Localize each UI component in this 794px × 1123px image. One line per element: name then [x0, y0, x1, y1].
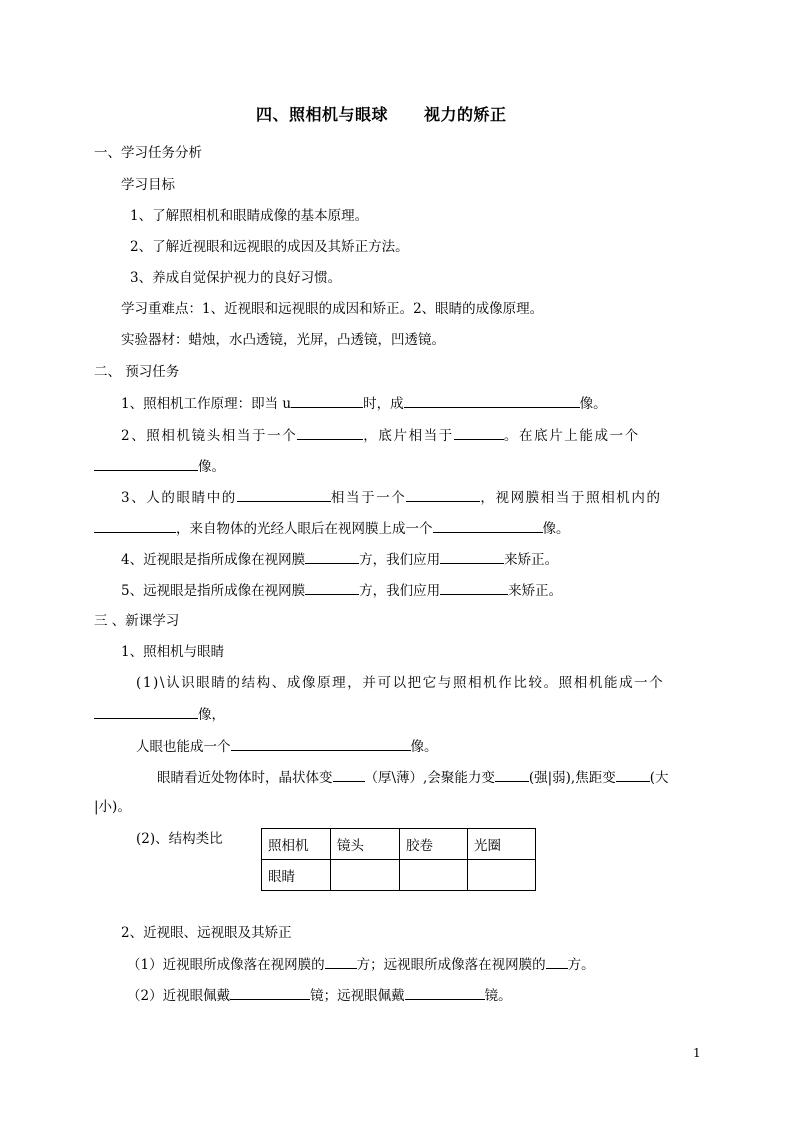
goal-item: 1、了解照相机和眼睛成像的基本原理。	[130, 208, 369, 224]
preview-question-3	[121, 488, 662, 507]
q1-text: 像。	[579, 396, 607, 412]
p3-text: (强|弱),焦距变	[528, 770, 616, 786]
q5-text: 方，我们应用	[359, 583, 441, 599]
q1-text: 时，成	[363, 396, 404, 412]
table-cell: 胶卷	[400, 829, 468, 860]
p2-text: 人眼也能成一个	[136, 739, 231, 755]
paragraph-structure-cont	[94, 705, 225, 724]
table-cell[interactable]	[468, 860, 536, 891]
materials: 实验器材：蜡烛，水凸透镜，光屏，凸透镜，凹透镜。	[121, 332, 445, 348]
q2-text: 像。	[198, 459, 225, 475]
r1-text: 方。	[567, 957, 595, 973]
fill-blank[interactable]	[495, 768, 529, 782]
table-row	[262, 829, 536, 860]
q3-text: 3、人的眼睛中的	[121, 490, 237, 506]
p2-text: 像。	[410, 739, 438, 755]
table-cell: 光圈	[468, 829, 536, 860]
subsection-myopia-hyperopia: 2、近视眼、远视眼及其矫正	[121, 925, 292, 941]
fill-blank[interactable]	[406, 488, 480, 502]
p3-text: （厚\薄）,会聚能力变	[364, 770, 495, 786]
r1-text: 方；远视眼所成像落在视网膜的	[356, 957, 546, 973]
paragraph-structure: (1)\认识眼睛的结构、成像原理，并可以把它与照相机作比较。照相机能成一个	[136, 675, 665, 691]
fill-blank[interactable]	[440, 581, 508, 595]
q2-text: 。在底片上能成一个	[503, 428, 640, 444]
q2-text: ，底片相当于	[363, 428, 454, 444]
p1-text: 像，	[198, 707, 225, 723]
r1-text: （1）近视眼所成像落在视网膜的	[127, 957, 325, 973]
fill-blank[interactable]	[616, 768, 650, 782]
q5-text: 5、远视眼是指所成像在视网膜	[121, 583, 306, 599]
fill-blank[interactable]	[237, 488, 331, 502]
table-cell[interactable]	[400, 860, 468, 891]
fill-blank[interactable]	[230, 986, 310, 1000]
structure-comparison-table	[261, 828, 536, 891]
fill-blank[interactable]	[297, 426, 363, 440]
section1-heading: 一、学习任务分析	[94, 145, 202, 161]
table-cell: 眼睛	[262, 860, 331, 891]
paragraph-near-object-cont: |小)。	[94, 799, 131, 815]
q4-text: 4、近视眼是指所成像在视网膜	[121, 552, 306, 568]
preview-question-2-cont	[94, 457, 225, 476]
preview-question-1	[121, 394, 607, 413]
paragraph-image-position	[127, 955, 595, 974]
fill-blank[interactable]	[94, 457, 198, 471]
fill-blank[interactable]	[433, 519, 543, 533]
fill-blank[interactable]	[404, 394, 580, 408]
paragraph-near-object	[157, 768, 669, 787]
p3-text: (大	[649, 770, 669, 786]
q3-text: 相当于一个	[330, 490, 407, 506]
q5-text: 来矫正。	[508, 583, 563, 599]
fill-blank[interactable]	[291, 394, 363, 408]
key-points: 学习重难点：1、近视眼和远视眼的成因和矫正。2、眼睛的成像原理。	[121, 301, 544, 317]
fill-blank[interactable]	[94, 705, 198, 719]
fill-blank[interactable]	[305, 581, 359, 595]
q4-text: 方，我们应用	[359, 552, 441, 568]
fill-blank[interactable]	[305, 550, 359, 564]
subsection-camera-eye: 1、照相机与眼睛	[121, 644, 225, 660]
paragraph-eye-image	[136, 737, 438, 756]
table-cell: 镜头	[331, 829, 400, 860]
fill-blank[interactable]	[454, 426, 504, 440]
goals-heading: 学习目标	[121, 177, 175, 193]
preview-question-5	[121, 581, 562, 600]
goal-item: 2、了解近视眼和远视眼的成因及其矫正方法。	[130, 239, 409, 255]
table-row	[262, 860, 536, 891]
q3-text: 像。	[542, 521, 570, 537]
fill-blank[interactable]	[546, 955, 568, 969]
section2-heading: 二、 预习任务	[94, 364, 180, 380]
fill-blank[interactable]	[405, 986, 485, 1000]
q3-text: ，来自物体的光经人眼后在视网膜上成一个	[176, 521, 433, 537]
q2-text: 2、照相机镜头相当于一个	[121, 428, 298, 444]
fill-blank[interactable]	[94, 519, 176, 533]
p3-text: 眼睛看近处物体时，晶状体变	[157, 770, 333, 786]
title-left: 四、照相机与眼球	[256, 105, 389, 124]
section3-heading: 三 、新课学习	[94, 613, 180, 629]
r2-text: （2）近视眼佩戴	[127, 988, 231, 1004]
preview-question-2	[121, 426, 640, 445]
page-number: 1	[693, 1046, 701, 1060]
preview-question-4	[121, 550, 558, 569]
fill-blank[interactable]	[333, 768, 365, 782]
table-label: (2)、结构类比	[136, 831, 223, 847]
q1-text: 1、照相机工作原理：即当 u	[121, 396, 292, 412]
fill-blank[interactable]	[440, 550, 504, 564]
table-cell: 照相机	[262, 829, 331, 860]
page-title	[256, 106, 507, 124]
fill-blank[interactable]	[231, 737, 411, 751]
q4-text: 来矫正。	[504, 552, 559, 568]
goal-item: 3、养成自觉保护视力的良好习惯。	[130, 270, 342, 286]
paragraph-glasses	[127, 986, 512, 1005]
title-right: 视力的矫正	[424, 105, 507, 124]
fill-blank[interactable]	[325, 955, 357, 969]
r2-text: 镜；远视眼佩戴	[310, 988, 405, 1004]
q3-text: ，视网膜相当于照相机内的	[480, 490, 662, 506]
preview-question-3-cont	[94, 519, 570, 538]
table-cell[interactable]	[331, 860, 400, 891]
r2-text: 镜。	[484, 988, 512, 1004]
